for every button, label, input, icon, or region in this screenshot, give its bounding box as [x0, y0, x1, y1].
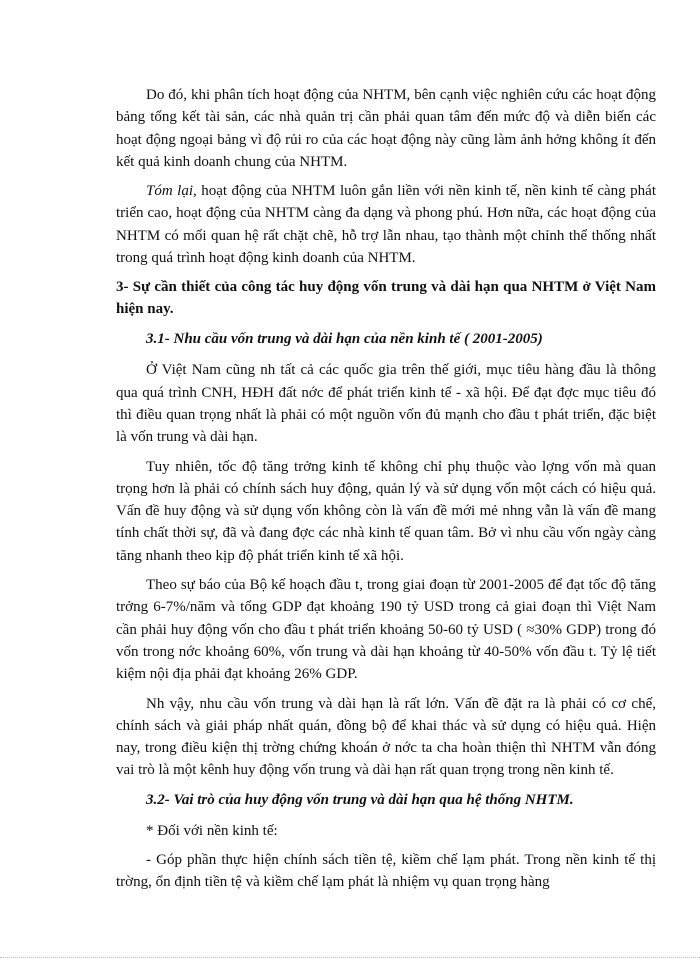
document-page — [116, 84, 656, 901]
paragraph-vietnam-goals: Ở Việt Nam cũng nh tất cả các quốc gia trên thế giới, mục tiêu hàng đầu là thông qua quá trình CNH, HĐH đất nớc để phát triển kinh tế - xã hội. Để đạt đợc mục tiêu đó thì điều quan trọng nhất là phải có một nguồn vốn đủ mạnh cho đầu t phát triển, đặc biệt là vốn trung và dài hạn. — [116, 362, 656, 446]
section-heading-3: 3- Sự cần thiết của công tác huy động vốn trung và dài hạn qua NHTM ở Việt Nam hiện nay. — [116, 279, 656, 318]
page-bottom-divider — [0, 957, 700, 958]
paragraph-growth-policy: Tuy nhiên, tốc độ tăng trởng kinh tế không chỉ phụ thuộc vào lợng vốn mà quan trọng hơn là phải có chính sách huy động, quản lý và sử dụng vốn một cách có hiệu quả. Vấn đề huy động và sử dụng vốn không còn là vấn đề mới mẻ nhng vẫn là vấn đề mang tính chất thời sự, đã và đang đợc các nhà kinh tế quan tâm. Bở vì nhu cầu vốn ngày càng tăng nhanh theo kịp độ phát triển kinh tế xã hội. — [116, 458, 656, 564]
paragraph-forecast: Theo sự báo của Bộ kế hoạch đầu t, trong giai đoạn từ 2001-2005 để đạt tốc độ tăng trởng 6-7%/năm và tổng GDP đạt khoảng 190 tỷ USD trong cả giai đoạn thì Việt Nam cần phải huy động vốn cho đầu t phát triển khoảng 50-60 tỷ USD ( ≈30% GDP) trong đó vốn trong nớc khoảng 60%, vốn trung và dài hạn khoảng từ 40-50% vốn đầu t. Tỷ lệ tiết kiệm nội địa phải đạt khoảng 26% GDP. — [116, 577, 656, 683]
paragraph-summary — [116, 180, 656, 269]
paragraph-off-balance: Do đó, khi phân tích hoạt động của NHTM, bên cạnh việc nghiên cứu các hoạt động bảng tổng kết tài sản, các nhà quản trị cần phải quan tâm đến mức độ và diễn biến các hoạt động ngoại bảng vì độ rủi ro của các hoạt động này cũng làm ảnh hởng không ít đến kết quả kinh doanh chung của NHTM. — [116, 87, 656, 170]
subsection-heading-3-2: 3.2- Vai trò của huy động vốn trung và dài hạn qua hệ thống NHTM. — [146, 791, 574, 808]
paragraph-monetary-policy: - Góp phần thực hiện chính sách tiền tệ, kiềm chế lạm phát. Trong nền kinh tế thị trờng, ổn định tiền tệ và kiềm chế lạm phát là nhiệm vụ quan trọng hàng — [116, 852, 656, 891]
paragraph-capital-demand: Nh vậy, nhu cầu vốn trung và dài hạn là rất lớn. Vấn đề đặt ra là phải có cơ chế, chính sách và giải pháp nhất quán, đồng bộ để khai thác và sử dụng có hiệu quả. Hiện nay, trong điều kiện thị trờng chứng khoán ở nớc ta cha hoàn thiện thì NHTM vẫn đóng vai trò là một kênh huy động vốn trung và dài hạn rất quan trọng trong nền kinh tế. — [116, 695, 656, 779]
summary-body: , hoạt động của NHTM luôn gắn liền với nền kinh tế, nền kinh tế càng phát triển cao, hoạt động của NHTM càng đa dạng và phong phú. Hơn nữa, các hoạt động của NHTM có mối quan hệ rất chặt chẽ, hỗ trợ lẫn nhau, tạo thành một chỉnh thể thống nhất trong quá trình hoạt động kinh doanh của NHTM. — [116, 183, 656, 267]
paragraph-economy-label: * Đối với nền kinh tế: — [146, 822, 278, 839]
subsection-heading-3-1: 3.1- Nhu cầu vốn trung và dài hạn của nền kinh tế ( 2001-2005) — [146, 331, 543, 348]
summary-lead: Tóm lại — [146, 183, 193, 200]
